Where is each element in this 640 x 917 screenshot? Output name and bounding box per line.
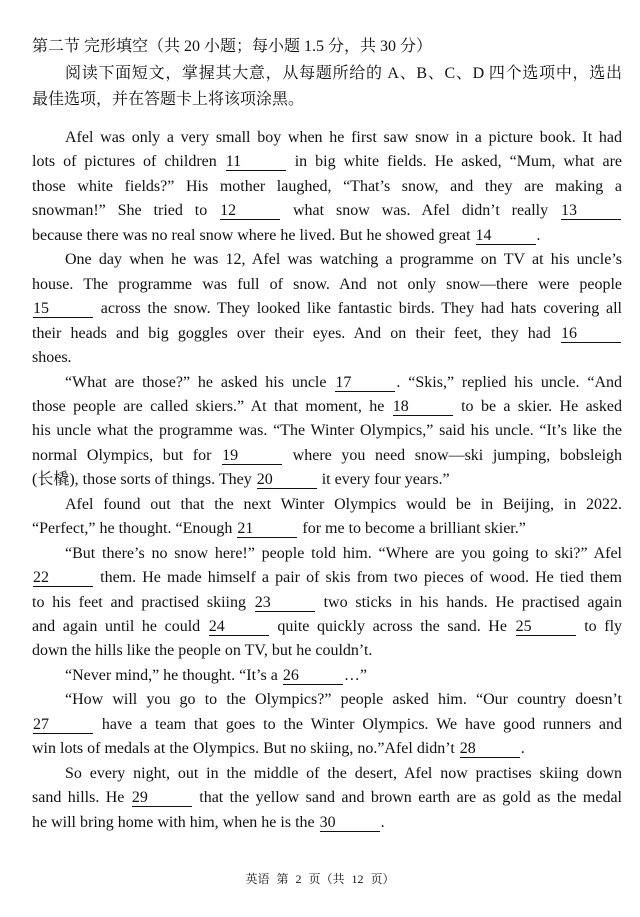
passage-text: “Never mind,” he thought. “It’s a xyxy=(65,666,282,684)
blank-11: 11 xyxy=(226,154,286,171)
passage-line xyxy=(32,348,622,368)
passage-line xyxy=(32,299,622,319)
passage-text: “How will you go to the Olympics?” people asked him. “Our country doesn’t xyxy=(65,691,622,709)
passage-text: those white fields?” His mother laughed, “That’s snow, and they are making a xyxy=(32,177,622,195)
passage-line xyxy=(32,568,622,588)
passage-text: for me to become a brilliant skier.” xyxy=(298,520,526,538)
passage-line xyxy=(32,739,622,759)
passage-text: . “Skis,” replied his uncle. “And xyxy=(396,373,623,391)
passage-line xyxy=(32,397,622,417)
blank-26: 26 xyxy=(283,668,343,685)
blank-12: 12 xyxy=(220,203,280,220)
blank-29: 29 xyxy=(132,790,192,807)
blank-17: 17 xyxy=(335,375,395,392)
blank-19: 19 xyxy=(222,448,282,465)
passage-text: where you need snow—ski jumping, bobsleigh xyxy=(283,446,623,464)
passage-text: normal Olympics, but for xyxy=(32,446,222,464)
blank-18: 18 xyxy=(393,399,453,416)
blank-20: 20 xyxy=(257,472,317,489)
passage-text: across the snow. They looked like fantastic birds. They had hats covering all xyxy=(94,300,622,318)
passage-line xyxy=(32,226,622,246)
passage-text: “Perfect,” he thought. “Enough xyxy=(32,520,237,538)
passage-text: (长橇), those sorts of things. They xyxy=(32,471,256,489)
blank-16: 16 xyxy=(561,326,621,343)
passage-line xyxy=(32,470,622,490)
passage-line xyxy=(65,495,622,515)
blank-23: 23 xyxy=(255,595,315,612)
blank-15: 15 xyxy=(33,301,93,318)
passage-line xyxy=(65,690,622,710)
blank-27: 27 xyxy=(33,717,93,734)
passage-line xyxy=(32,421,622,441)
passage-text: . xyxy=(380,813,385,831)
passage-text: One day when he was 12, Afel was watching a programme on TV at his uncle’s xyxy=(65,251,622,269)
passage-text: his uncle what the programme was. “The Winter Olympics,” said his uncle. “It’s like the xyxy=(32,422,622,440)
passage-line xyxy=(32,275,622,295)
blank-24: 24 xyxy=(209,619,269,636)
blank-21: 21 xyxy=(237,521,297,538)
blank-14: 14 xyxy=(476,228,536,245)
passage-text: what snow was. Afel didn’t really xyxy=(281,202,560,220)
passage-line xyxy=(32,593,622,613)
passage-text: “What are those?” he asked his uncle xyxy=(65,373,335,391)
passage-line xyxy=(32,813,622,833)
passage-line xyxy=(65,250,622,270)
passage-text: to his feet and practised skiing xyxy=(32,593,254,611)
passage-text: in big white fields. He asked, “Mum, what are xyxy=(286,153,622,171)
passage-line xyxy=(65,544,622,564)
passage-text: to be a skier. He asked xyxy=(453,397,622,415)
passage-line xyxy=(32,446,622,466)
passage-text: “But there’s no snow here!” people told him. “Where are you going to ski?” Afel xyxy=(65,544,622,562)
instructions-line: 最佳选项，并在答题卡上将该项涂黑。 xyxy=(32,91,305,108)
passage-text: he will bring home with him, when he is the xyxy=(32,813,319,831)
passage-text: house. The programme was full of snow. And not only snow—there were people xyxy=(32,275,622,293)
passage-line xyxy=(32,788,622,808)
passage-text: snowman!” She tried to xyxy=(32,202,220,220)
passage-text: that the yellow sand and brown earth are as gold as the medal xyxy=(192,789,622,807)
passage-text: shoes. xyxy=(32,349,72,367)
instructions-line: 阅读下面短文，掌握其大意，从每题所给的 A、B、C、D 四个选项中，选出 xyxy=(65,65,622,82)
passage-text: sand hills. He xyxy=(32,789,131,807)
blank-22: 22 xyxy=(33,570,93,587)
passage-line xyxy=(32,641,622,661)
passage-line xyxy=(32,177,622,197)
passage-text: those people are called skiers.” At that moment, he xyxy=(32,397,392,415)
passage-text: them. He made himself a pair of skis from two pieces of wood. He tied them xyxy=(94,569,622,587)
passage-text: Afel was only a very small boy when he first saw snow in a picture book. It had xyxy=(65,129,622,146)
passage-line xyxy=(32,715,622,735)
passage-text: and again until he could xyxy=(32,618,208,635)
blank-13: 13 xyxy=(561,203,621,220)
passage-text: to fly xyxy=(576,618,623,635)
passage-text: . xyxy=(520,740,525,758)
passage-text: . xyxy=(536,226,541,244)
page-footer: 英语 第 2 页（共 12 页） xyxy=(245,872,395,886)
passage-text: two sticks in his hands. He practised again xyxy=(315,593,623,611)
passage-text: win lots of medals at the Olympics. But no skiing, no.”Afel didn’t xyxy=(32,740,459,758)
passage-text: So every night, out in the middle of the desert, Afel now practises skiing down xyxy=(65,764,622,782)
passage-text: have a team that goes to the Winter Olympics. We have good runners and xyxy=(94,715,622,733)
passage-text: …” xyxy=(343,666,367,684)
passage-text: down the hills like the people on TV, but he couldn’t. xyxy=(32,642,373,660)
passage-text: it every four years.” xyxy=(317,471,450,489)
passage-line xyxy=(65,666,622,686)
passage-line xyxy=(32,519,622,539)
passage-text: Afel found out that the next Winter Olympics would be in Beijing, in 2022. xyxy=(65,495,622,513)
passage-line xyxy=(65,128,622,148)
blank-30: 30 xyxy=(320,815,380,832)
section-title: 第二节 完形填空（共 20 小题；每小题 1.5 分，共 30 分） xyxy=(32,38,433,55)
passage-text: their heads and big goggles over their eyes. And on their feet, they had xyxy=(32,324,560,342)
passage-text: quite quickly across the sand. He xyxy=(269,618,515,635)
passage-line xyxy=(32,152,622,172)
blank-28: 28 xyxy=(460,741,520,758)
passage-text: because there was no real snow where he lived. But he showed great xyxy=(32,226,475,244)
passage-line xyxy=(65,373,622,393)
blank-25: 25 xyxy=(516,619,576,636)
passage-line xyxy=(65,764,622,784)
passage-line xyxy=(32,201,622,221)
passage-text: lots of pictures of children xyxy=(32,153,225,171)
passage-line xyxy=(32,324,622,344)
passage-line xyxy=(32,617,622,637)
